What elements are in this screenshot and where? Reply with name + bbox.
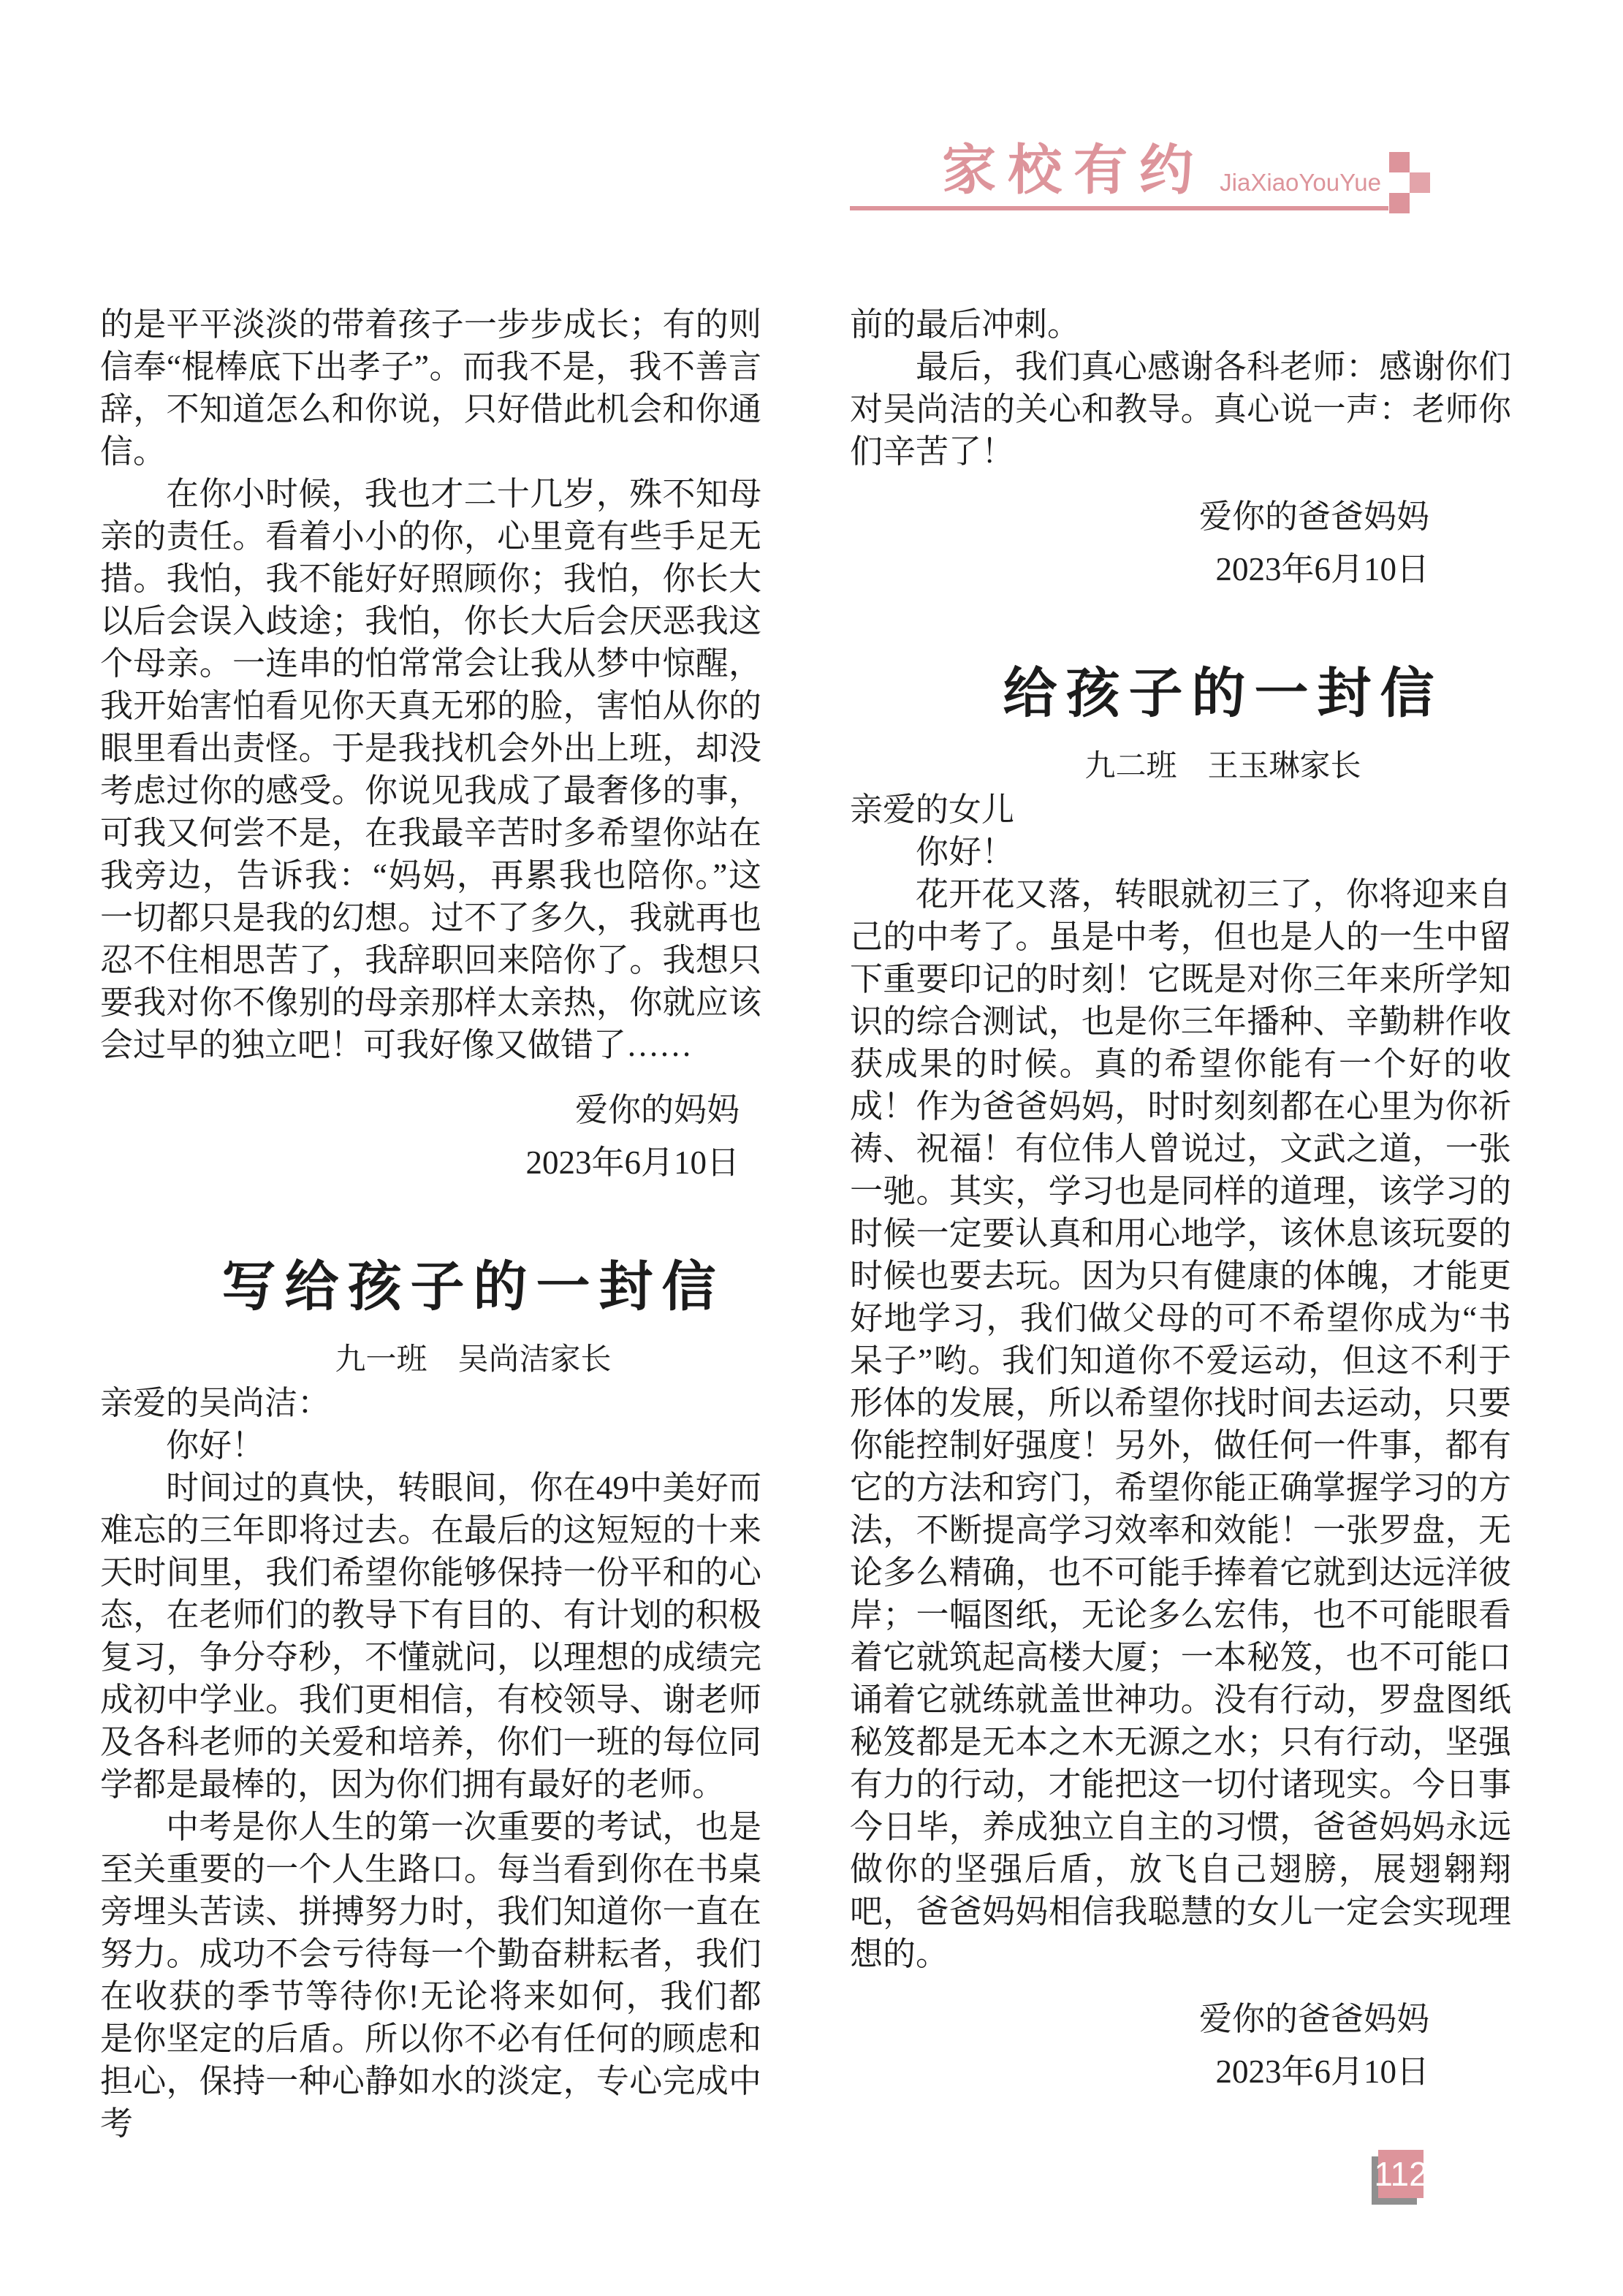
section-header-titles <box>850 140 1388 200</box>
letter2-paragraph: 时间过的真快，转眼间，你在49中美好而难忘的三年即将过去。在最后的这短短的十来天时间里，我们希望你能够保持一份平和的心态，在老师们的教导下有目的、有计划的积极复习，争分夺秒，不懂就问，以理想的成绩完成初中学业。我们更相信，有校领导、谢老师及各科老师的关爱和培养，你们一班的每位同学都是最棒的，因为你们拥有最好的老师。 <box>100 1470 761 1803</box>
letter3-signature-block <box>850 1993 1511 2098</box>
letter2-signature: 爱你的爸爸妈妈 <box>1198 498 1429 535</box>
section-title-chinese: 家校有约 <box>942 140 1206 200</box>
letter1-signature-block <box>100 1084 761 1189</box>
letter3-signature: 爱你的爸爸妈妈 <box>1198 2001 1429 2037</box>
letter2-paragraph: 最后，我们真心感谢各科老师：感谢你们对吴尚洁的关心和教导。真心说一声：老师你们辛苦了！ <box>850 349 1511 470</box>
letter3-byline: 九二班 王玉琳家长 <box>1084 750 1361 783</box>
letter2-date: 2023年6月10日 <box>1215 551 1429 588</box>
letter1-signature: 爱你的妈妈 <box>574 1092 740 1128</box>
letter3-salutation: 亲爱的女儿 <box>850 791 1015 828</box>
letter2-greeting: 你好！ <box>166 1427 265 1464</box>
letter2-salutation: 亲爱的吴尚洁： <box>100 1385 331 1421</box>
decor-square <box>1389 152 1410 172</box>
section-title-pinyin: JiaXiaoYouYue <box>1220 169 1381 196</box>
letter2-paragraph: 中考是你人生的第一次重要的考试，也是至关重要的一个人生路口。每当看到你在书桌旁埋头苦读、拼搏努力时，我们知道你一直在努力。成功不会亏待每一个勤奋耕耘者，我们在收获的季节等待你!无论将来如何，我们都是你坚定的后盾。所以你不必有任何的顾虑和担心，保持一种心静如水的淡定，专心完成中考 <box>100 1809 761 2142</box>
decor-square <box>1389 193 1410 213</box>
letter1-date: 2023年6月10日 <box>525 1144 740 1181</box>
letter1-paragraph: 在你小时候，我也才二十几岁，殊不知母亲的责任。看着小小的你，心里竟有些手足无措。我怕，我不能好好照顾你；我怕，你长大以后会误入歧途；我怕，你长大后会厌恶我这个母亲。一连串的怕常常会让我从梦中惊醒，我开始害怕看见你天真无邪的脸，害怕从你的眼里看出责怪。于是我找机会外出上班，却没考虑过你的感受。你说见我成了最奢侈的事，可我又何尝不是，在我最辛苦时多希望你站在我旁边，告诉我：“妈妈，再累我也陪你。”这一切都只是我的幻想。过不了多久，我就再也忍不住相思苦了，我辞职回来陪你了。我想只要我对你不像别的母亲那样太亲热，你就应该会过早的独立吧！可我好像又做错了…… <box>100 476 761 1063</box>
left-column <box>100 303 761 2145</box>
letter3-greeting: 你好！ <box>916 834 1015 870</box>
right-column <box>850 303 1511 2098</box>
page-number-badge: 112 <box>1378 2150 1424 2198</box>
letter3-title: 给孩子的一封信 <box>1003 664 1443 724</box>
header-squares-decoration <box>1389 152 1433 216</box>
letter1-paragraph-continuation: 的是平平淡淡的带着孩子一步步成长；有的则信奉“棍棒底下出孝子”。而我不是，我不善言辞，不知道怎么和你说，只好借此机会和你通信。 <box>100 306 761 470</box>
letter2-paragraph-continuation: 前的最后冲刺。 <box>850 306 1081 343</box>
decor-square <box>1410 172 1430 193</box>
letter3-paragraph: 花开花又落，转眼就初三了，你将迎来自己的中考了。虽是中考，但也是人的一生中留下重要印记的时刻！它既是对你三年来所学知识的综合测试，也是你三年播种、辛勤耕作收获成果的时候。真的希望你能有一个好的收成！作为爸爸妈妈，时时刻刻都在心里为你祈祷、祝福！有位伟人曾说过，文武之道，一张一驰。其实，学习也是同样的道理，该学习的时候一定要认真和用心地学，该休息该玩耍的时候也要去玩。因为只有健康的体魄，才能更好地学习，我们做父母的可不希望你成为“书呆子”哟。我们知道你不爱运动，但这不利于形体的发展，所以希望你找时间去运动，只要你能控制好强度！另外，做任何一件事，都有它的方法和窍门，希望你能正确掌握学习的方法，不断提高学习效率和效能！一张罗盘，无论多么精确，也不可能手捧着它就到达远洋彼岸；一幅图纸，无论多么宏伟，也不可能眼看着它就筑起高楼大厦；一本秘笈，也不可能口诵着它就练就盖世神功。没有行动，罗盘图纸秘笈都是无本之木无源之水；只有行动，坚强有力的行动，才能把这一切付诸现实。今日事今日毕，养成独立自主的习惯，爸爸妈妈永远做你的坚强后盾，放飞自己翅膀，展翅翱翔吧，爸爸妈妈相信我聪慧的女儿一定会实现理想的。 <box>850 876 1511 1972</box>
section-header <box>850 140 1388 210</box>
letter2-title: 写给孩子的一封信 <box>221 1258 725 1318</box>
letter2-byline: 九一班 吴尚洁家长 <box>335 1343 612 1377</box>
letter3-date: 2023年6月10日 <box>1215 2053 1429 2090</box>
letter2-signature-block <box>850 490 1511 596</box>
header-rule <box>850 206 1388 210</box>
